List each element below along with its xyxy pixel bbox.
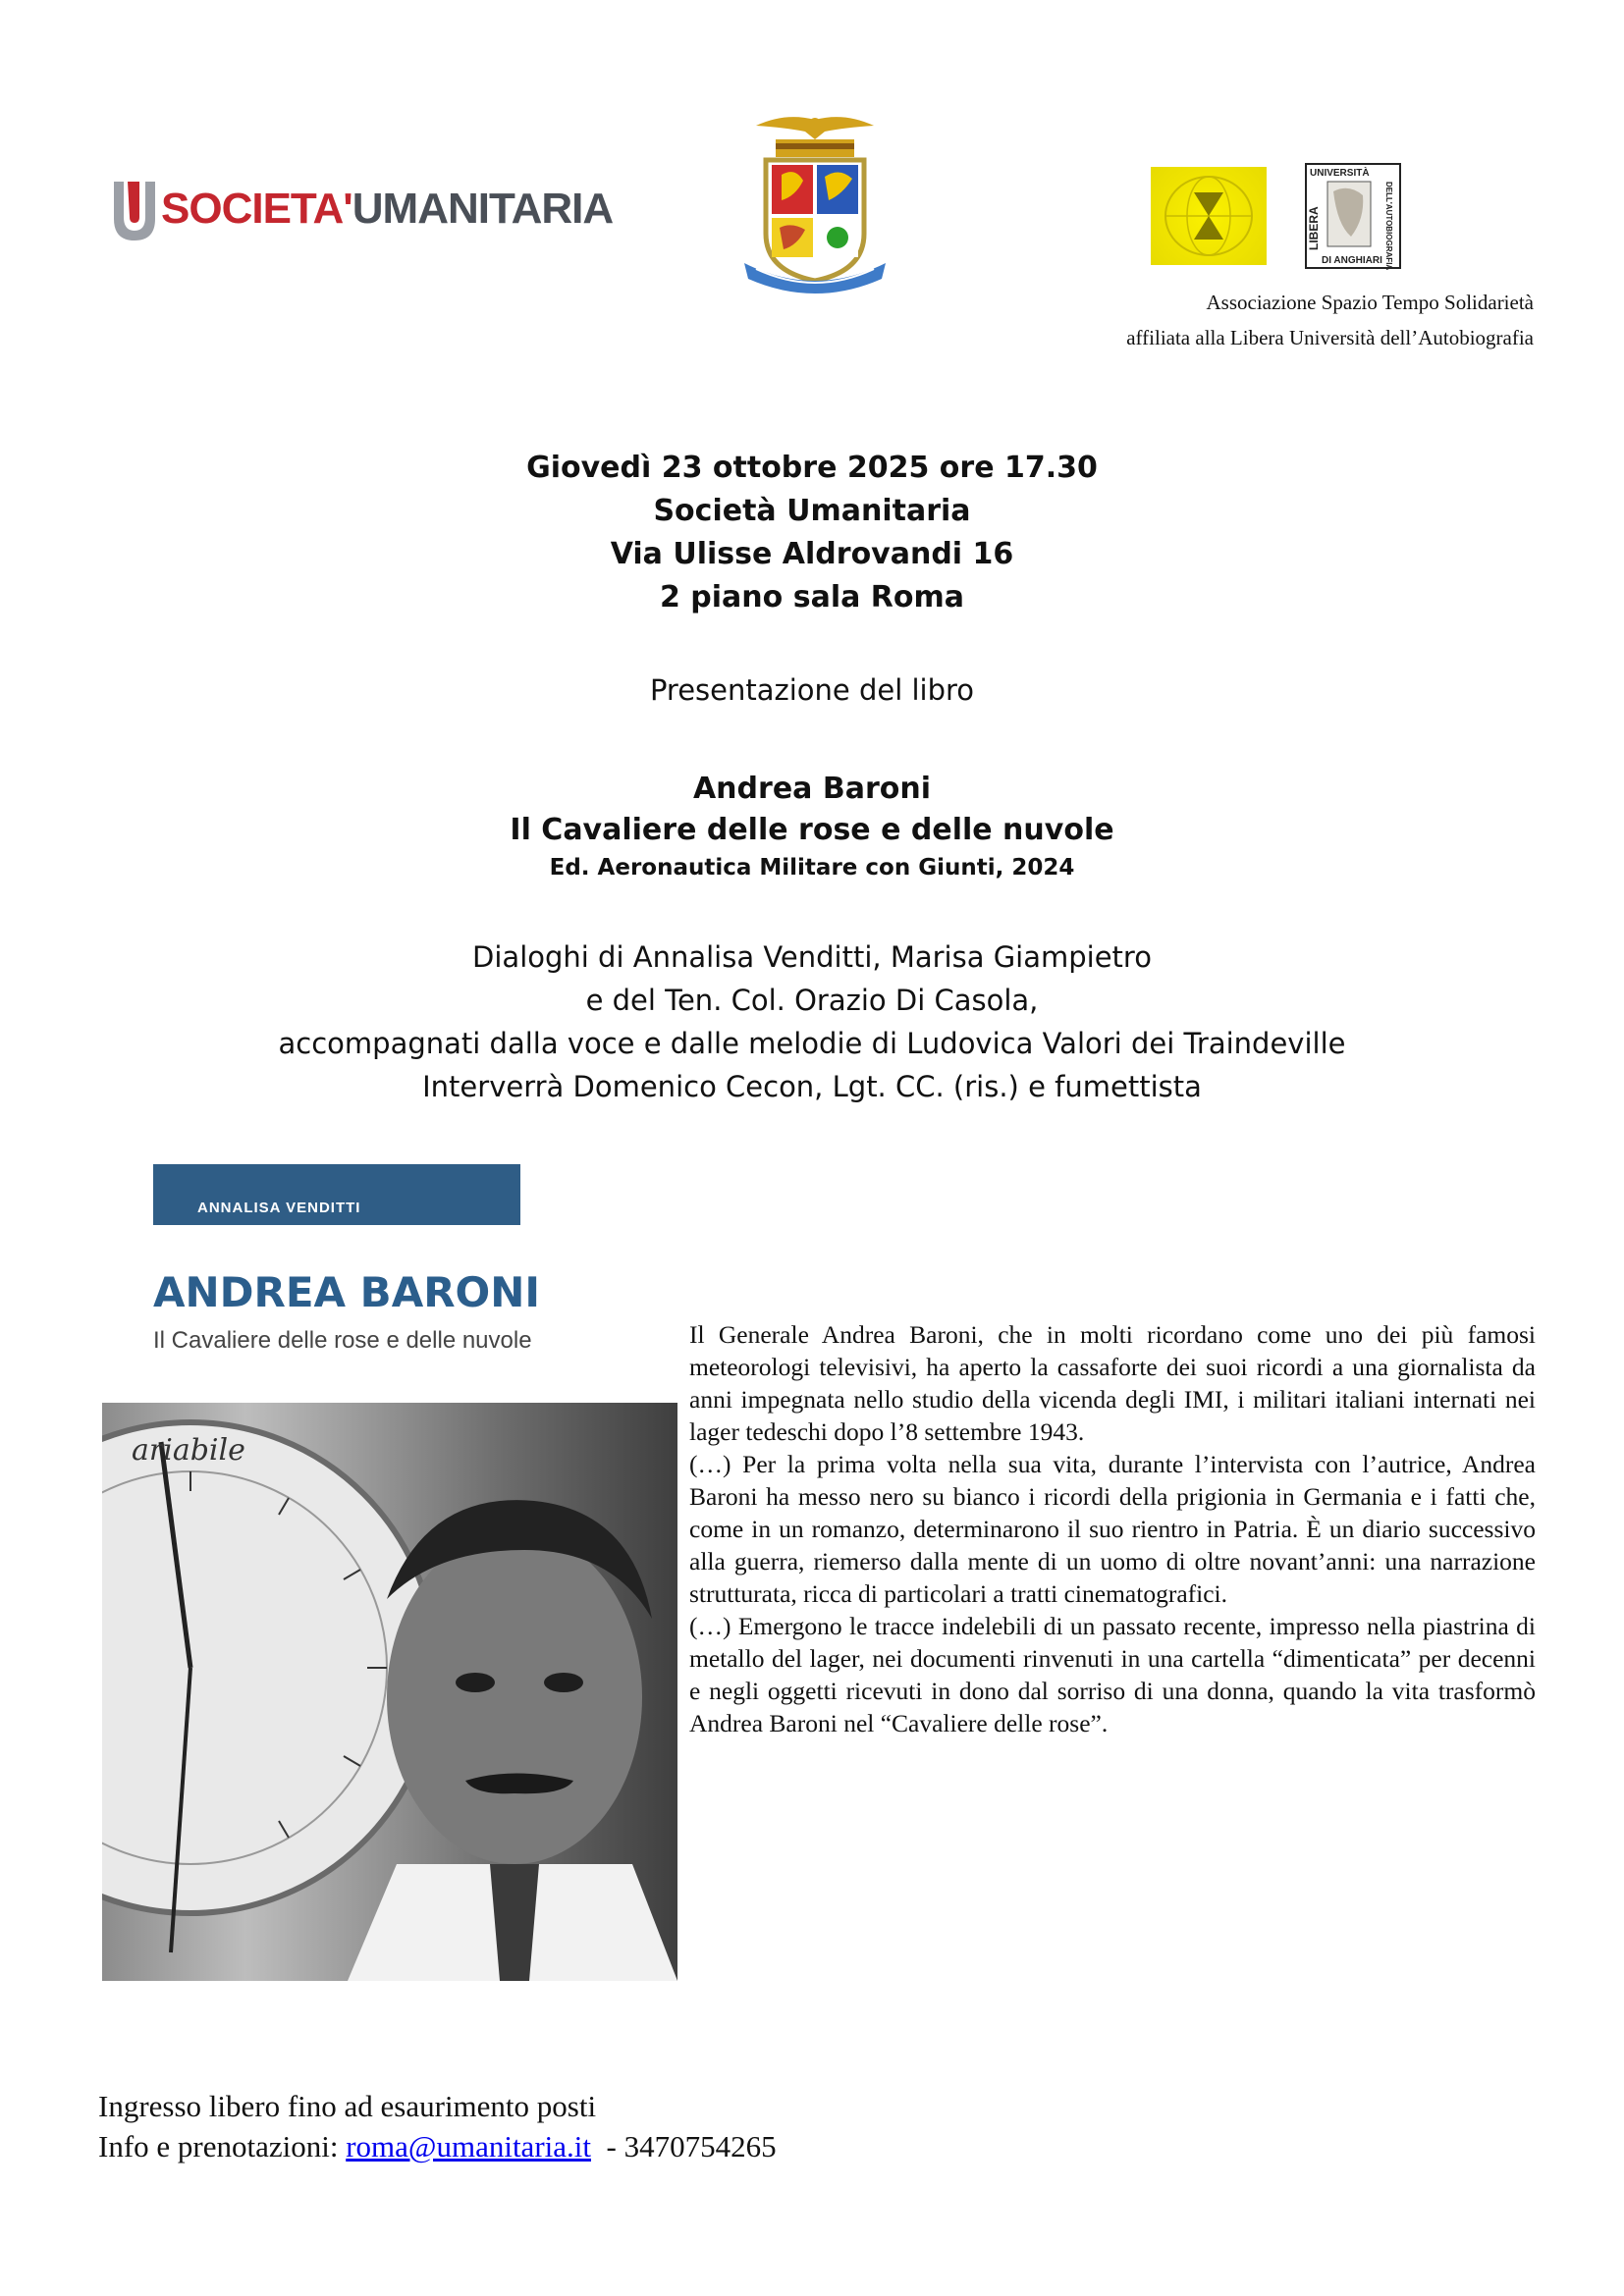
umanitaria-u-icon: [110, 178, 159, 242]
libera-universita-autobiografia-icon: [1304, 162, 1402, 270]
book-publisher: Ed. Aeronautica Militare con Giunti, 2024: [549, 855, 1075, 881]
speakers-line: Interverrà Domenico Cecon, Lgt. CC. (ris.) e fumettista: [422, 1070, 1202, 1103]
libera-universita-logo: [1304, 162, 1402, 270]
spazio-tempo-solidarieta-logo: [1151, 167, 1267, 265]
logo-text-societa: SOCIETA': [161, 185, 352, 233]
speakers-line: Dialoghi di Annalisa Venditti, Marisa Giampietro: [472, 940, 1152, 974]
contact-label: Info e prenotazioni:: [98, 2129, 347, 2163]
svg-text:LIBERA: LIBERA: [1307, 206, 1321, 250]
logo-text-umanitaria: UMANITARIA: [352, 185, 614, 233]
speakers-line: accompagnati dalla voce e dalle melodie di Ludovica Valori dei Traindeville: [278, 1027, 1346, 1060]
event-details: [0, 447, 1624, 619]
svg-text:DI ANGHIARI: DI ANGHIARI: [1322, 255, 1382, 266]
book-author: Andrea Baroni: [692, 772, 932, 806]
event-room: 2 piano sala Roma: [659, 580, 965, 614]
contact-separator: -: [591, 2129, 624, 2163]
cover-photo: [102, 1403, 677, 1981]
book-description: [689, 1318, 1536, 1739]
footer-info: [98, 2086, 777, 2166]
event-venue: Società Umanitaria: [653, 494, 971, 528]
aeronautica-militare-crest-icon: [727, 106, 903, 302]
event-date-time: Giovedì 23 ottobre 2025 ore 17.30: [526, 451, 1098, 485]
cover-author-band: [153, 1164, 520, 1225]
description-paragraph: Il Generale Andrea Baroni, che in molti ricordano come uno dei più famosi meteorologi televisivi, ha aperto la cassaforte dei suoi ricordi a una giornalista da anni impegnata nello studio della vicenda degli IMI, i militari italiani internati nei lager tedeschi dopo l’8 settembre 1943.: [689, 1320, 1536, 1446]
barometer-portrait-icon: [102, 1403, 677, 1981]
hourglass-globe-icon: [1151, 167, 1267, 265]
aeronautica-militare-crest: [727, 106, 903, 302]
association-caption: [1126, 285, 1534, 355]
email-link[interactable]: roma@umanitaria.it: [346, 2129, 591, 2163]
free-entry-note: Ingresso libero fino ad esaurimento posti: [98, 2089, 597, 2123]
book-title: Il Cavaliere delle rose e delle nuvole: [510, 813, 1114, 847]
speakers-block: [0, 935, 1624, 1108]
book-cover-image: [102, 1164, 677, 1981]
cover-subtitle: Il Cavaliere delle rose e delle nuvole: [153, 1327, 532, 1354]
phone-number: 3470754265: [623, 2129, 777, 2163]
svg-text:ariabile: ariabile: [132, 1433, 245, 1468]
speakers-line: e del Ten. Col. Orazio Di Casola,: [585, 984, 1039, 1017]
association-line: affiliata alla Libera Università dell’Autobiografia: [1126, 326, 1534, 349]
svg-text:UNIVERSITÀ: UNIVERSITÀ: [1310, 168, 1370, 179]
description-paragraph: (…) Per la prima volta nella sua vita, durante l’intervista con l’autrice, Andrea Baroni ha messo nero su bianco i ricordi della prigionia in Germania e i fatti che, come in un romanzo, determinarono il suo rientro in Patria. È un diario successivo alla guerra, riemerso dalla mente di un uomo di oltre novant’anni: una narrazione strutturata, ricca di particolari a tratti cinematografici.: [689, 1450, 1536, 1608]
event-address: Via Ulisse Aldrovandi 16: [610, 537, 1014, 571]
presentation-label: Presentazione del libro: [649, 673, 975, 707]
svg-text:DELL'AUTOBIOGRAFIA: DELL'AUTOBIOGRAFIA: [1384, 182, 1393, 270]
description-paragraph: (…) Emergono le tracce indelebili di un passato recente, impresso nella piastrina di metallo del lager, nei documenti rinvenuti in una cartella “dimenticata” per decenni e negli oggetti ricevuti in dono dal sorriso di una donna, quando la vita trasformò Andrea Baroni nel “Cavaliere delle rose”.: [689, 1612, 1536, 1737]
cover-author-name: ANNALISA VENDITTI: [197, 1200, 361, 1216]
cover-title: ANDREA BARONI: [153, 1268, 541, 1316]
association-line: Associazione Spazio Tempo Solidarietà: [1206, 291, 1534, 314]
societa-umanitaria-logo: [110, 172, 614, 248]
contact-line: [98, 2126, 777, 2166]
